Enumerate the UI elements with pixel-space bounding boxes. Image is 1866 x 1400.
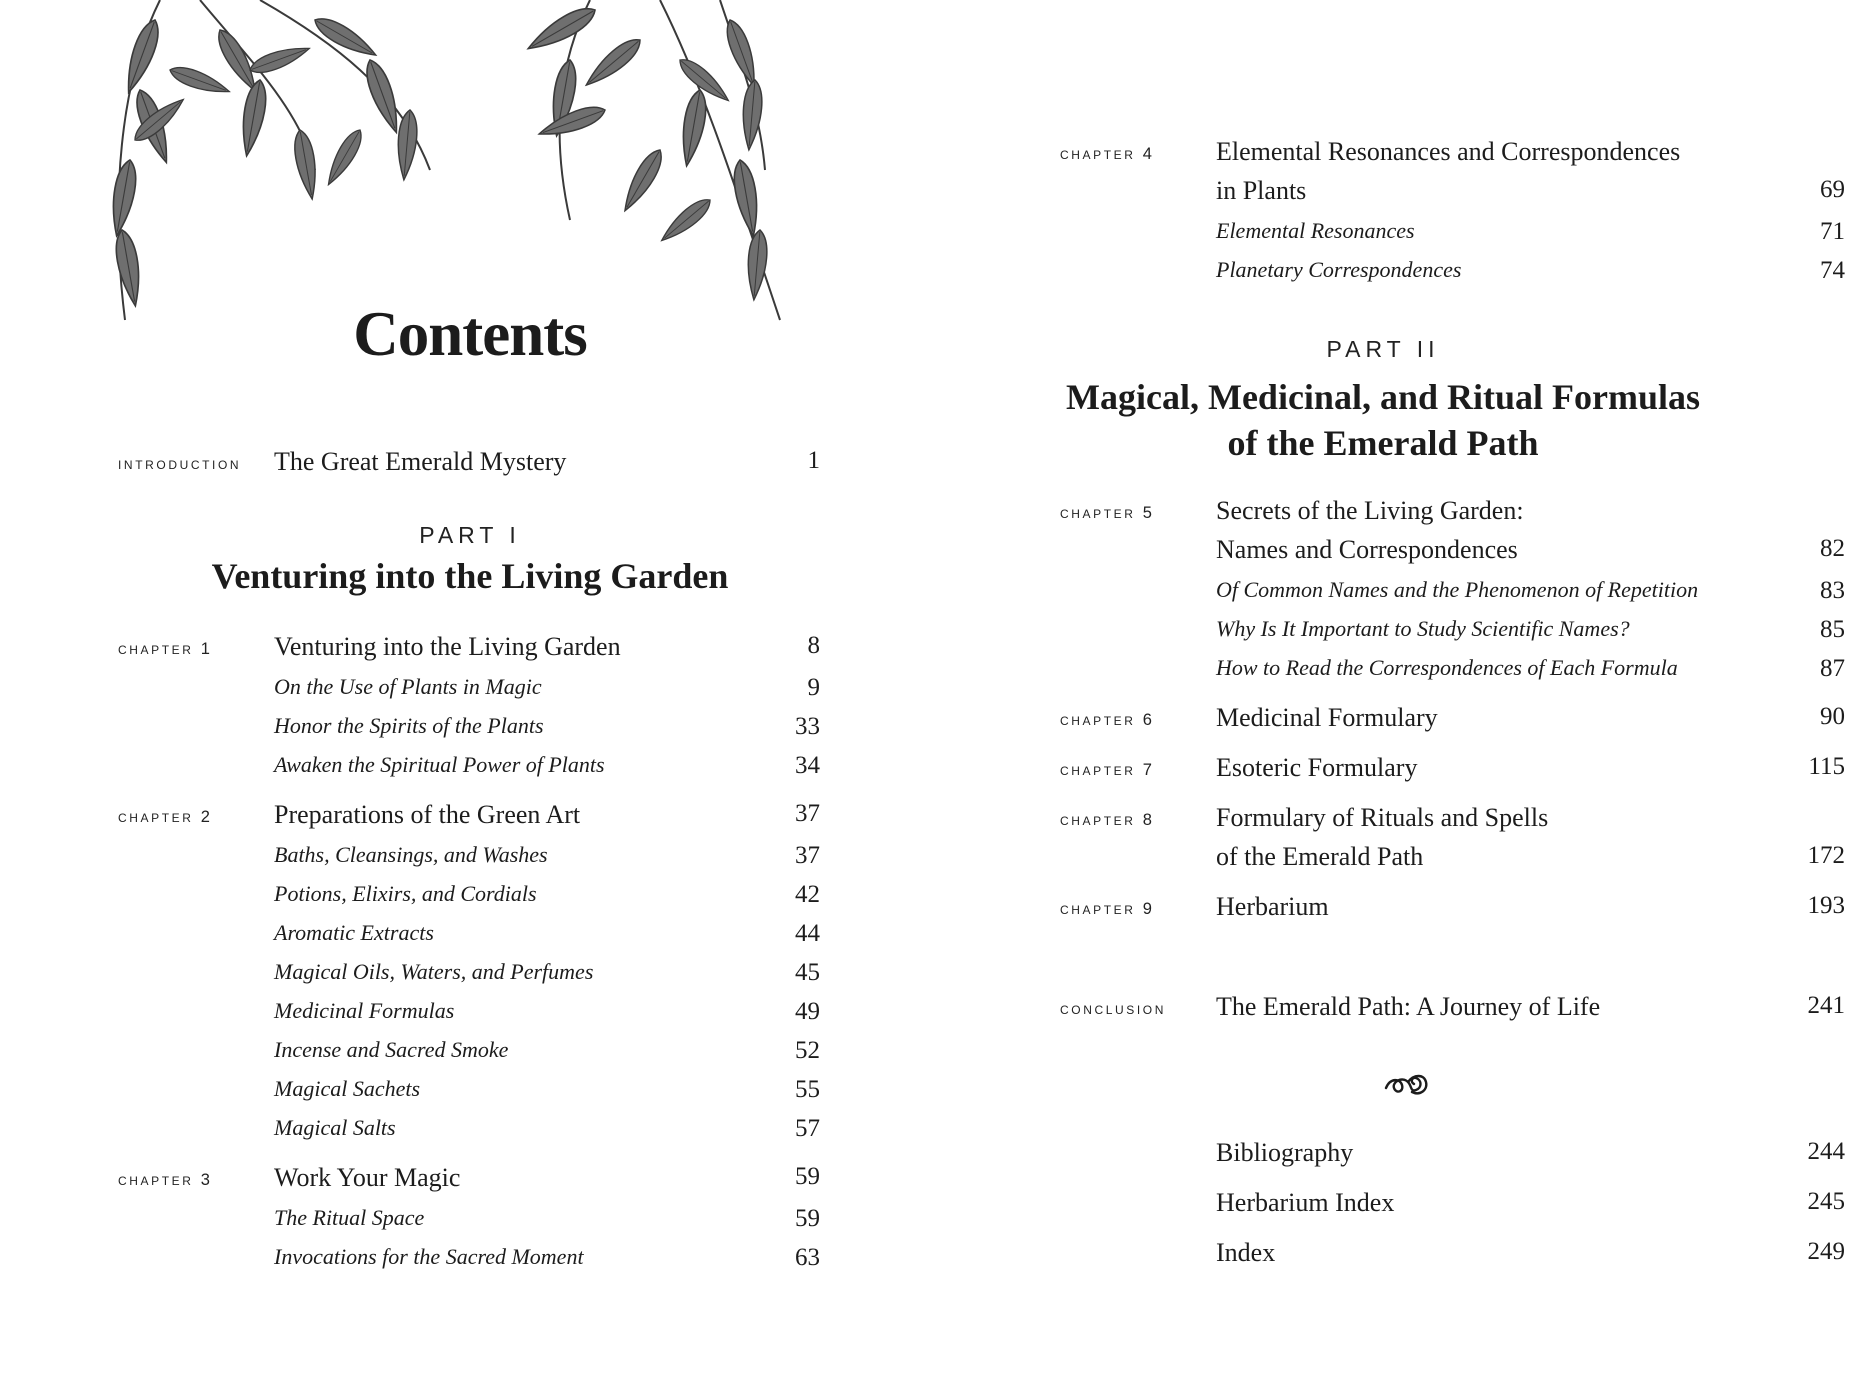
section-title: Invocations for the Sacred Moment — [274, 1244, 584, 1269]
entry-label: chapter 3 — [118, 1171, 213, 1189]
toc-entry-index[interactable] — [933, 1238, 1866, 1278]
section-page: 45 — [795, 959, 820, 986]
toc-section[interactable] — [0, 881, 933, 921]
section-page: 71 — [1820, 218, 1845, 245]
willow-leaves-illustration — [100, 0, 840, 330]
section-title: Awaken the Spiritual Power of Plants — [274, 752, 605, 777]
toc-section[interactable] — [0, 1037, 933, 1077]
entry-page: 90 — [1820, 703, 1845, 730]
section-page: 52 — [795, 1037, 820, 1064]
section-title: On the Use of Plants in Magic — [274, 674, 542, 699]
entry-page: 193 — [1807, 892, 1845, 919]
toc-section[interactable] — [933, 218, 1866, 258]
section-title: Potions, Elixirs, and Cordials — [274, 881, 537, 906]
entry-page: 59 — [795, 1163, 820, 1190]
toc-entry-chapter-2[interactable] — [0, 800, 933, 840]
part-label: PART I — [419, 522, 521, 548]
entry-page: 69 — [1820, 176, 1845, 203]
toc-section[interactable] — [0, 674, 933, 714]
entry-page: 82 — [1820, 535, 1845, 562]
toc-entry-introduction[interactable] — [0, 447, 933, 487]
toc-section[interactable] — [0, 998, 933, 1038]
part-title-line2: of the Emerald Path — [1227, 423, 1539, 463]
section-title: Aromatic Extracts — [274, 920, 434, 945]
section-title: Of Common Names and the Phenomenon of Repetition — [1216, 577, 1699, 602]
section-title: Magical Oils, Waters, and Perfumes — [274, 959, 594, 984]
entry-title-line2: Names and Correspondences — [1216, 535, 1518, 564]
section-title: Planetary Correspondences — [1216, 257, 1462, 282]
entry-page: 245 — [1807, 1188, 1845, 1215]
entry-label: chapter 5 — [1060, 504, 1155, 522]
section-page: 59 — [795, 1205, 820, 1232]
entry-title-line2: in Plants — [1216, 176, 1307, 205]
toc-entry-chapter-7[interactable] — [933, 753, 1866, 793]
section-page: 44 — [795, 920, 820, 947]
toc-section[interactable] — [0, 959, 933, 999]
fleuron-ornament-icon — [1382, 1070, 1430, 1100]
toc-entry-chapter-8-cont[interactable] — [933, 842, 1866, 882]
toc-section[interactable] — [933, 577, 1866, 617]
entry-title: Medicinal Formulary — [1216, 703, 1438, 732]
entry-page: 1 — [807, 447, 820, 474]
section-title: Honor the Spirits of the Plants — [274, 713, 544, 738]
entry-label: chapter 8 — [1060, 811, 1155, 829]
entry-label: chapter 7 — [1060, 761, 1155, 779]
section-page: 87 — [1820, 655, 1845, 682]
part-title-line1: Magical, Medicinal, and Ritual Formulas — [1066, 377, 1700, 417]
part-label: PART II — [1326, 336, 1440, 362]
part-title: Venturing into the Living Garden — [211, 556, 729, 596]
section-title: The Ritual Space — [274, 1205, 425, 1230]
section-page: 42 — [795, 881, 820, 908]
right-page — [933, 0, 1866, 1400]
toc-section[interactable] — [0, 1244, 933, 1284]
entry-title: Esoteric Formulary — [1216, 753, 1418, 782]
entry-title: Work Your Magic — [274, 1163, 461, 1192]
toc-entry-bibliography[interactable] — [933, 1138, 1866, 1178]
toc-section[interactable] — [0, 1115, 933, 1155]
toc-section[interactable] — [933, 616, 1866, 656]
section-page: 85 — [1820, 616, 1845, 643]
section-page: 9 — [807, 674, 820, 701]
toc-entry-chapter-9[interactable] — [933, 892, 1866, 932]
entry-title: Index — [1216, 1238, 1276, 1267]
section-title: Medicinal Formulas — [274, 998, 455, 1023]
entry-label: conclusion — [1060, 1000, 1167, 1018]
section-title: Why Is It Important to Study Scientific Names? — [1216, 616, 1630, 641]
section-page: 34 — [795, 752, 820, 779]
toc-entry-chapter-4[interactable] — [933, 137, 1866, 177]
entry-page: 172 — [1807, 842, 1845, 869]
entry-page: 37 — [795, 800, 820, 827]
toc-section[interactable] — [0, 1205, 933, 1245]
entry-page: 244 — [1807, 1138, 1845, 1165]
entry-title-line1: Elemental Resonances and Correspondences — [1216, 137, 1681, 166]
toc-entry-chapter-5[interactable] — [933, 496, 1866, 536]
section-page: 83 — [1820, 577, 1845, 604]
entry-label: chapter 2 — [118, 808, 213, 826]
section-page: 49 — [795, 998, 820, 1025]
section-page: 63 — [795, 1244, 820, 1271]
toc-section[interactable] — [0, 713, 933, 753]
section-page: 37 — [795, 842, 820, 869]
toc-entry-chapter-5-cont[interactable] — [933, 535, 1866, 575]
entry-page: 249 — [1807, 1238, 1845, 1265]
section-page: 55 — [795, 1076, 820, 1103]
entry-title-line1: Secrets of the Living Garden: — [1216, 496, 1524, 525]
entry-label: chapter 9 — [1060, 900, 1155, 918]
entry-label: chapter 6 — [1060, 711, 1155, 729]
toc-entry-chapter-6[interactable] — [933, 703, 1866, 743]
entry-page: 115 — [1808, 753, 1845, 780]
entry-title: Herbarium — [1216, 892, 1329, 921]
toc-section[interactable] — [0, 920, 933, 960]
toc-section[interactable] — [933, 655, 1866, 695]
entry-title-line2: of the Emerald Path — [1216, 842, 1424, 871]
toc-section[interactable] — [0, 1076, 933, 1116]
section-page: 74 — [1820, 257, 1845, 284]
section-page: 57 — [795, 1115, 820, 1142]
entry-title: The Emerald Path: A Journey of Life — [1216, 992, 1601, 1021]
section-title: Elemental Resonances — [1216, 218, 1415, 243]
entry-title: Bibliography — [1216, 1138, 1354, 1167]
toc-entry-chapter-3[interactable] — [0, 1163, 933, 1203]
section-title: Magical Sachets — [274, 1076, 421, 1101]
toc-entry-chapter-8[interactable] — [933, 803, 1866, 843]
entry-label: chapter 1 — [118, 640, 213, 658]
entry-title: Preparations of the Green Art — [274, 800, 581, 829]
entry-label: chapter 4 — [1060, 145, 1155, 163]
entry-title: Herbarium Index — [1216, 1188, 1395, 1217]
entry-page: 241 — [1807, 992, 1845, 1019]
section-title: Incense and Sacred Smoke — [274, 1037, 509, 1062]
section-page: 33 — [795, 713, 820, 740]
toc-section[interactable] — [0, 752, 933, 792]
section-title: How to Read the Correspondences of Each Formula — [1216, 655, 1678, 680]
toc-entry-conclusion[interactable] — [933, 992, 1866, 1032]
entry-label: introduction — [118, 455, 242, 473]
toc-entry-chapter-4-cont[interactable] — [933, 176, 1866, 216]
contents-title: Contents — [353, 299, 587, 369]
entry-title-line1: Formulary of Rituals and Spells — [1216, 803, 1549, 832]
entry-page: 8 — [807, 632, 820, 659]
toc-section[interactable] — [0, 842, 933, 882]
entry-title: The Great Emerald Mystery — [274, 447, 567, 476]
toc-entry-herbarium-index[interactable] — [933, 1188, 1866, 1228]
section-title: Magical Salts — [274, 1115, 396, 1140]
section-title: Baths, Cleansings, and Washes — [274, 842, 548, 867]
toc-entry-chapter-1[interactable] — [0, 632, 933, 672]
entry-title: Venturing into the Living Garden — [274, 632, 621, 661]
toc-section[interactable] — [933, 257, 1866, 297]
